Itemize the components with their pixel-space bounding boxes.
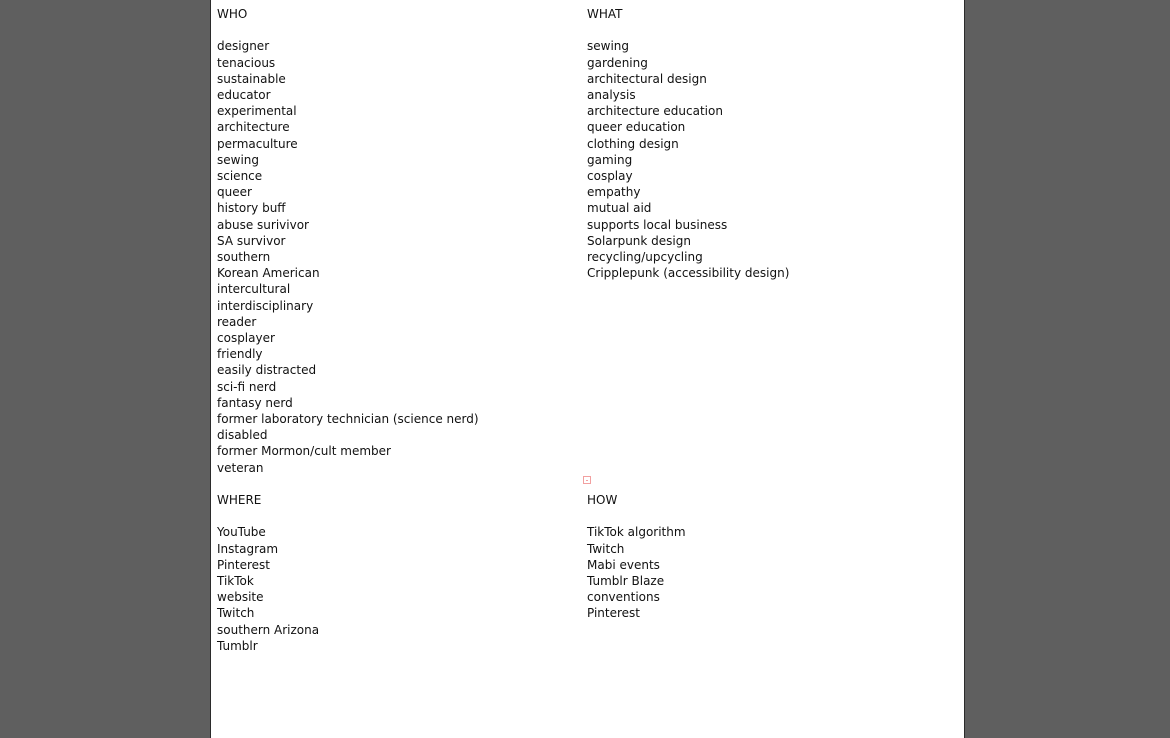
list-item: Twitch <box>217 606 255 621</box>
document-page <box>210 0 965 738</box>
list-item: recycling/upcycling <box>587 250 703 265</box>
list-item: Korean American <box>217 266 320 281</box>
spacer <box>587 22 789 38</box>
who-heading: WHO <box>217 7 248 21</box>
list-item: designer <box>217 39 270 54</box>
spacer <box>587 508 686 524</box>
list-item: queer <box>217 185 252 200</box>
list-item: Twitch <box>587 541 625 556</box>
list-item: website <box>217 590 264 605</box>
where-column <box>217 492 319 654</box>
list-item: supports local business <box>587 217 728 232</box>
list-item: permaculture <box>217 136 298 151</box>
list-item: analysis <box>587 88 636 102</box>
list-item: TikTok <box>217 574 254 588</box>
list-item: fantasy nerd <box>217 395 293 410</box>
list-item: interdisciplinary <box>217 298 314 313</box>
spacer <box>217 22 479 38</box>
list-item: educator <box>217 88 271 102</box>
where-list <box>217 524 319 654</box>
list-item: abuse surivivor <box>217 217 309 232</box>
list-item: sustainable <box>217 71 286 86</box>
list-item: gardening <box>587 55 648 70</box>
list-item: YouTube <box>217 525 266 540</box>
what-column <box>587 6 789 281</box>
list-item: Mabi events <box>587 557 660 572</box>
list-item: Tumblr Blaze <box>587 574 665 588</box>
what-heading: WHAT <box>587 7 623 21</box>
text-overflow-icon[interactable] <box>583 476 591 484</box>
list-item: Tumblr <box>217 638 258 653</box>
list-item: Instagram <box>217 541 279 556</box>
list-item: TikTok algorithm <box>587 525 686 540</box>
list-item: empathy <box>587 185 641 200</box>
list-item: clothing design <box>587 136 679 151</box>
where-heading: WHERE <box>217 493 262 507</box>
list-item: mutual aid <box>587 201 652 216</box>
list-item: former Mormon/cult member <box>217 444 391 459</box>
list-item: SA survivor <box>217 233 286 248</box>
list-item: experimental <box>217 104 297 119</box>
list-item: Solarpunk design <box>587 233 691 248</box>
list-item: southern <box>217 250 271 265</box>
list-item: southern Arizona <box>217 622 320 637</box>
list-item: sewing <box>217 152 260 167</box>
who-column <box>217 6 479 476</box>
list-item: tenacious <box>217 55 276 70</box>
list-item: gaming <box>587 152 633 167</box>
what-list <box>587 38 789 281</box>
how-column <box>587 492 686 622</box>
list-item: sewing <box>587 39 630 54</box>
list-item: Pinterest <box>587 606 641 621</box>
list-item: sci-fi nerd <box>217 379 277 394</box>
list-item: cosplayer <box>217 331 275 346</box>
list-item: reader <box>217 314 257 329</box>
spacer <box>217 508 319 524</box>
list-item: former laboratory technician (science nerd) <box>217 412 479 427</box>
list-item: friendly <box>217 347 263 362</box>
list-item: architecture education <box>587 104 723 119</box>
list-item: cosplay <box>587 169 633 184</box>
list-item: queer education <box>587 120 686 135</box>
list-item: veteran <box>217 460 264 475</box>
list-item: science <box>217 169 263 184</box>
list-item: intercultural <box>217 282 291 297</box>
list-item: architecture <box>217 120 290 135</box>
list-item: disabled <box>217 428 268 443</box>
list-item: history buff <box>217 201 286 216</box>
list-item: Pinterest <box>217 557 271 572</box>
list-item: easily distracted <box>217 363 317 378</box>
list-item: architectural design <box>587 71 707 86</box>
list-item: conventions <box>587 590 660 605</box>
how-heading: HOW <box>587 493 618 507</box>
list-item: Cripplepunk (accessibility design) <box>587 266 790 281</box>
how-list <box>587 524 686 621</box>
who-list <box>217 38 479 475</box>
